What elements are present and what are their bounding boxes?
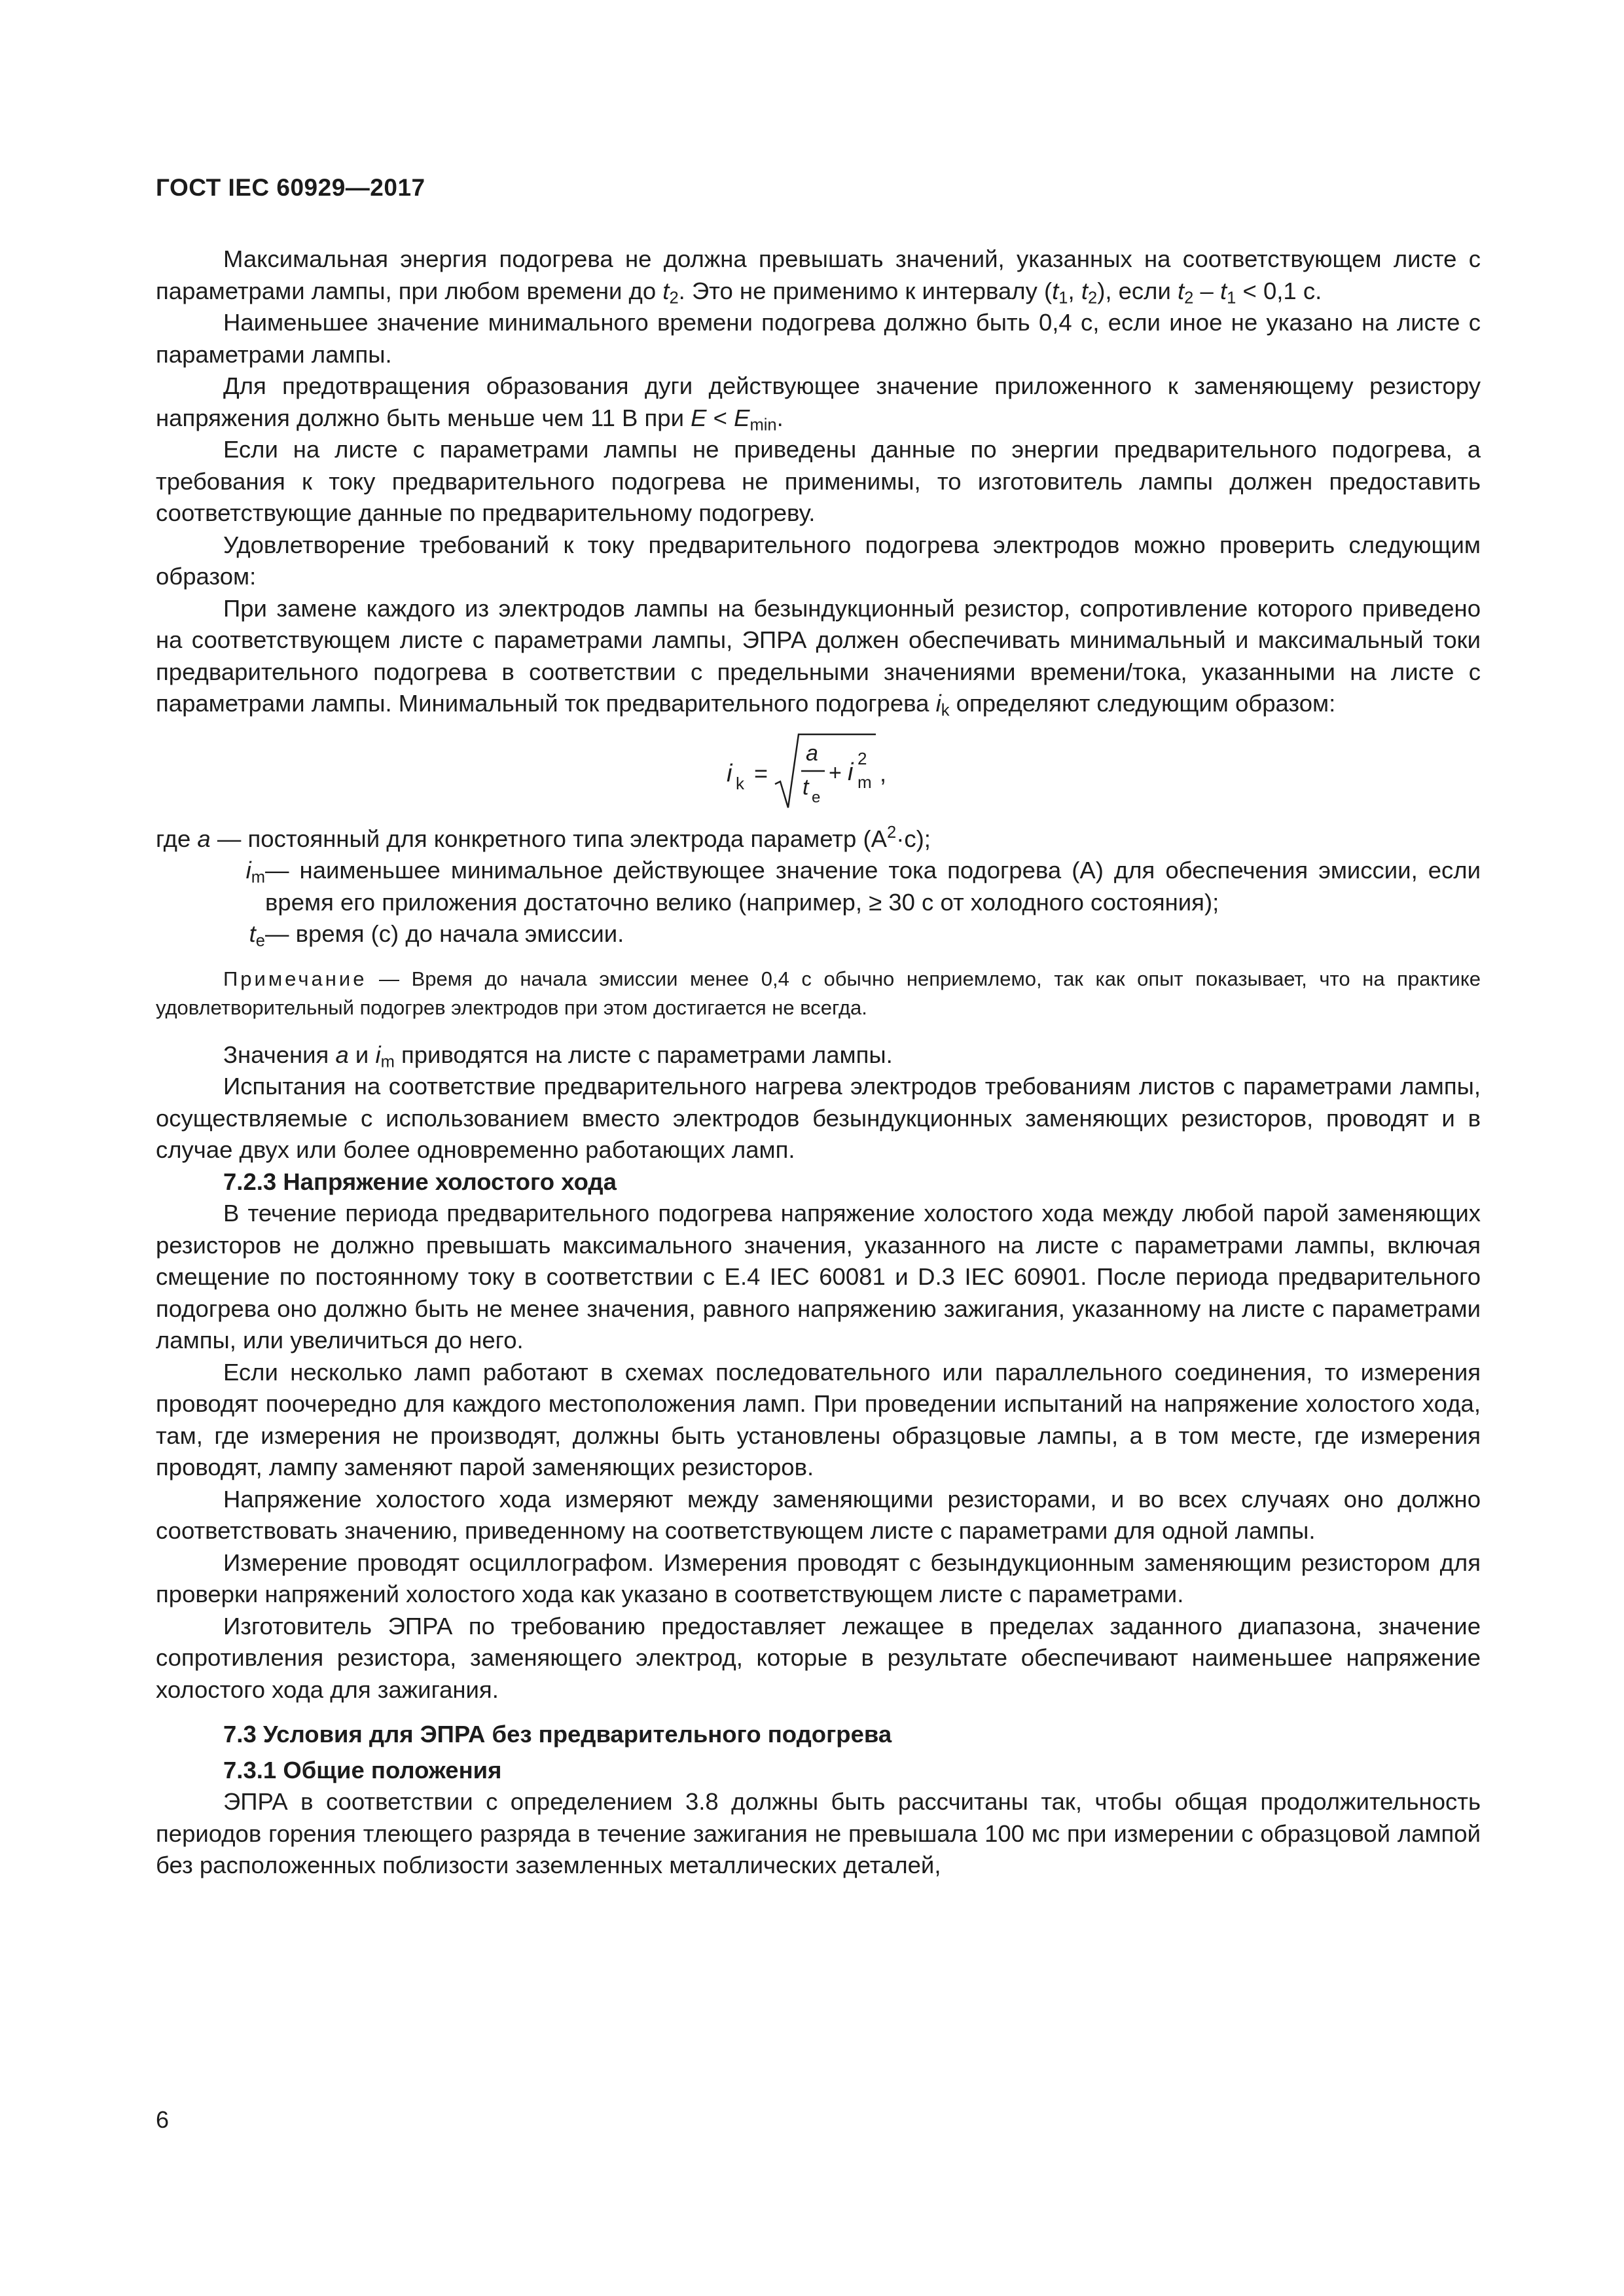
paragraph-verification: Удовлетворение требований к току предварительного подогрева электродов можно проверить следующим образом: — [156, 531, 1481, 590]
paragraph-missing-data: Если на листе с параметрами лампы не приведены данные по энергии предварительного подогрева, а требования к току предварительного подогрева не применимы, то изготовитель лампы должен предоставить соответствующие данные по предварительному подогреву. — [156, 436, 1481, 526]
paragraph-multi-lamp-tests: Испытания на соответствие предварительного нагрева электродов требованиям листов с параметрами лампы, осуществляемые с использованием вместо электродов безындукционных заменяющих резисторов, проводят и в случае двух или более одновременно работающих ламп. — [156, 1073, 1481, 1163]
formula-denominator-subscript: e — [812, 788, 821, 806]
note-label: Примечание — [223, 967, 367, 990]
paragraph-arc-prevention: Для предотвращения образования дуги действующее значение приложенного к заменяющему резистору напряжения должно быть меньше чем 11 В при $E < E_{min}$. — [156, 372, 1481, 434]
paragraph-values-a-im: Значения a и $i_m$ приводятся на листе с параметрами лампы. — [223, 1041, 893, 1071]
paragraph-723-2: Если несколько ламп работают в схемах последовательного или параллельного соединения, то измерения проводят поочередно для каждого местоположения ламп. При проведении испытаний на напряжение холостого хода, там, где измерения не производят, должны быть установлены образцовые лампы, а в том месте, где измерения проводят, лампу заменяют парой заменяющих резисторов. — [156, 1358, 1481, 1480]
formula-lhs-subscript: k — [736, 773, 744, 793]
paragraph-electrode-replacement: При замене каждого из электродов лампы на безындукционный резистор, сопротивление которого приведено на соответствующем листе с параметрами лампы, ЭПРА должен обеспечивать минимальный и максимальный токи предварительного подогрева в соответствии с предельными значениями времени/тока, указанными на листе с параметрами лампы. Минимальный ток предварительного подогрева $i_k$ определяют следующим образом: — [156, 594, 1481, 720]
heading-7-2-3: 7.2.3 Напряжение холостого хода — [223, 1168, 617, 1195]
paragraph-723-4: Измерение проводят осциллографом. Измерения проводят с безындукционным заменяющим резистором для проверки напряжений холостого хода как указано в соответствующем листе с параметрами. — [156, 1549, 1481, 1607]
formula-equals: = — [754, 759, 768, 787]
document-body — [156, 243, 1481, 1882]
note-text: — Время до начала эмиссии менее 0,4 с обычно неприемлемо, так как опыт показывает, что на практике удовлетворительный подогрев электродов при этом достигается не всегда. — [156, 967, 1481, 1019]
paragraph-723-3: Напряжение холостого хода измеряют между заменяющими резисторами, и во всех случаях оно должно соответствовать значению, приведенному на соответствующем листе с параметрами для одной лампы. — [156, 1485, 1481, 1544]
document-header: ГОСТ IEC 60929—2017 — [156, 174, 425, 201]
definition-te: $t_e$ — время (с) до начала эмиссии. — [249, 920, 624, 950]
formula-plus: + — [829, 760, 842, 785]
formula-trailing-comma: , — [880, 759, 887, 787]
paragraph-min-preheat-time: Наименьшее значение минимального времени подогрева должно быть 0,4 с, если иное не указано на листе с параметрами лампы. — [156, 309, 1481, 368]
page-number: 6 — [156, 2106, 170, 2133]
definition-im: $i_m$ — наименьшее минимальное действующее значение тока подогрева (А) для обеспечения эмиссии, если время его приложения достаточно велико (например, ≥ 30 с от холодного состояния); — [245, 857, 1481, 916]
formula-svg — [720, 724, 916, 816]
formula-definitions — [156, 823, 1481, 950]
heading-7-3: 7.3 Условия для ЭПРА без предварительного подогрева — [223, 1721, 892, 1748]
paragraph-731-1: ЭПРА в соответствии с определением 3.8 должны быть рассчитаны так, чтобы общая продолжительность периодов горения тлеющего разряда в течение зажигания не превышала 100 мс при измерении с образцовой лампой без расположенных поблизости заземленных металлических деталей, — [156, 1788, 1481, 1878]
formula-numerator: a — [806, 740, 818, 766]
note — [156, 965, 1481, 1022]
formula-rhs-superscript: 2 — [857, 748, 867, 768]
formula-min-preheat-current — [156, 724, 1481, 816]
definition-a: где a — постоянный для конкретного типа электрода параметр $(А^2\cdot с)$; — [156, 823, 931, 852]
formula-radical — [775, 734, 876, 808]
paragraph-preheat-energy: Максимальная энергия подогрева не должна превышать значений, указанных на соответствующем листе с параметрами лампы, при любом времени до $t_2$. Это не применимо к интервалу ($t_1$, $t_2$), если $t_2 - t_1 < 0,1$ с. — [156, 245, 1481, 307]
formula-lhs-symbol: i — [727, 759, 732, 787]
heading-7-3-1: 7.3.1 Общие положения — [223, 1756, 502, 1784]
formula-denominator: t — [803, 774, 809, 800]
formula-rhs-symbol: i — [848, 758, 854, 786]
paragraph-723-1: В течение периода предварительного подогрева напряжение холостого хода между любой парой заменяющих резисторов не должно превышать максимального значения, указанного на листе с параметрами лампы, включая смещение по постоянному току в соответствии с Е.4 IEC 60081 и D.3 IEC 60901. После периода предварительного подогрева оно должно быть не менее значения, равного напряжению зажигания, указанному на листе с параметрами лампы, или увеличиться до него. — [156, 1200, 1481, 1354]
paragraph-723-5: Изготовитель ЭПРА по требованию предоставляет лежащее в пределах заданного диапазона, значение сопротивления резистора, заменяющего электрод, которые в результате обеспечивают наименьшее напряжение холостого хода для зажигания. — [156, 1612, 1481, 1703]
formula-rhs-subscript: m — [857, 772, 872, 792]
